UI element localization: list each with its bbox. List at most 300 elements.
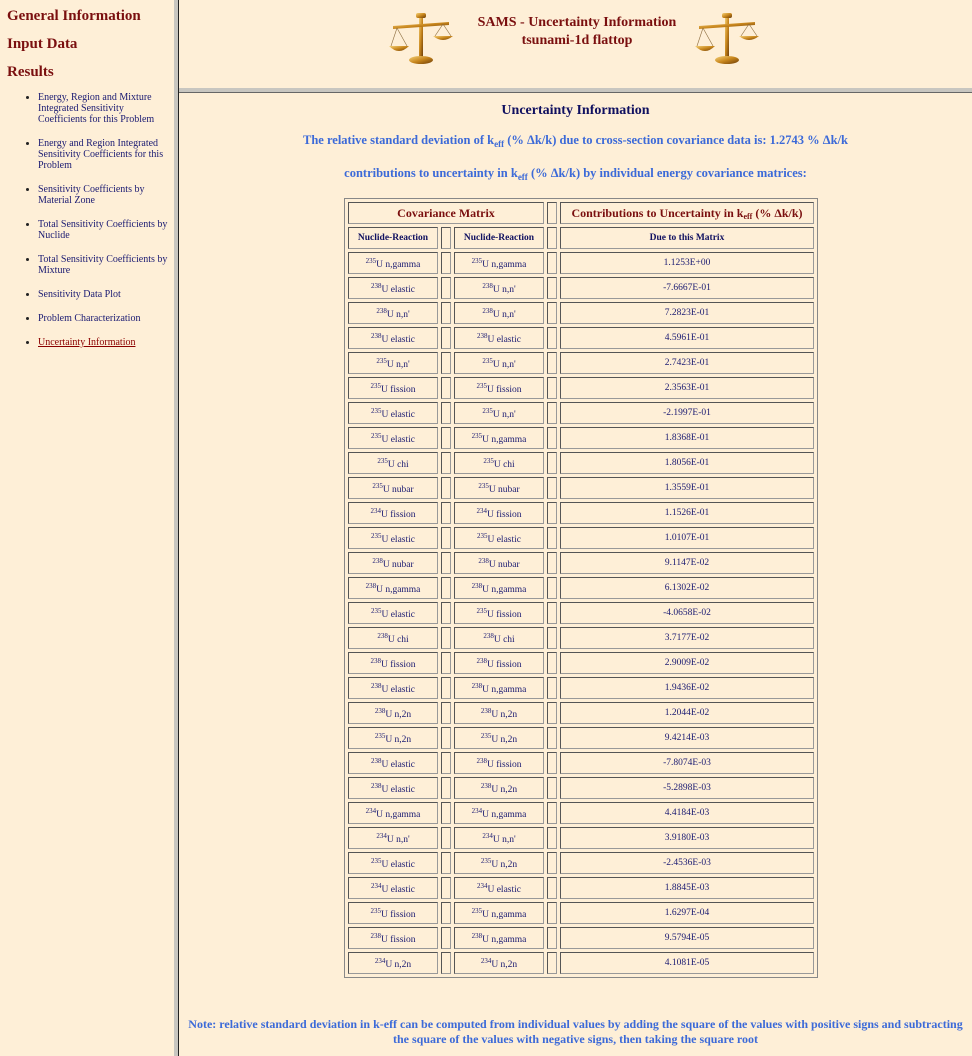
table-row [348, 552, 814, 574]
contribution-value-cell: 4.1081E-05 [560, 952, 814, 974]
isotope-mass-number: 238 [372, 556, 383, 565]
nuclide-reaction-cell [454, 502, 544, 524]
content-frame [179, 93, 972, 1056]
reaction-label: U elastic [381, 684, 415, 695]
nav-list-item [38, 337, 174, 348]
reaction-label: U n,2n [491, 959, 518, 970]
isotope-mass-number: 235 [471, 431, 483, 440]
isotope-mass-number: 238 [476, 656, 487, 665]
spacer-cell [547, 202, 557, 224]
nav-list-item [38, 254, 174, 276]
isotope-mass-number: 235 [370, 856, 382, 865]
isotope-mass-number: 235 [483, 456, 494, 465]
nuclide-reaction-cell [348, 927, 438, 949]
isotope-mass-number: 234 [480, 956, 492, 965]
reaction-label: U fission [380, 909, 416, 920]
contribution-value-cell: 9.1147E-02 [560, 552, 814, 574]
page-title: Uncertainty Information [501, 103, 650, 118]
isotope-mass-number: 235 [476, 531, 488, 540]
reaction-label: U elastic [381, 434, 415, 445]
nuclide-reaction-cell [454, 752, 544, 774]
nuclide-reaction-cell [454, 452, 544, 474]
spacer-cell [441, 352, 451, 374]
spacer-cell [441, 527, 451, 549]
reaction-label: U n,gamma [482, 934, 527, 945]
nuclide-reaction-cell [454, 902, 544, 924]
nuclide-reaction-cell [454, 627, 544, 649]
isotope-mass-number: 238 [480, 781, 492, 790]
spacer-cell [441, 227, 451, 249]
column-header-due-to-matrix: Due to this Matrix [560, 227, 814, 249]
nuclide-reaction-cell [348, 277, 438, 299]
nuclide-reaction-cell [454, 427, 544, 449]
header-frame [179, 0, 972, 87]
table-row [348, 927, 814, 949]
isotope-mass-number: 238 [365, 581, 377, 590]
contribution-value-cell: 1.0107E-01 [560, 527, 814, 549]
spacer-cell [441, 727, 451, 749]
reaction-label: U elastic [381, 784, 415, 795]
contribution-value-cell: 1.8845E-03 [560, 877, 814, 899]
reaction-label: U n,gamma [482, 434, 527, 445]
reaction-label: U n,gamma [376, 584, 421, 595]
isotope-mass-number: 234 [471, 806, 483, 815]
reaction-label: U n,gamma [376, 809, 421, 820]
isotope-mass-number: 238 [476, 756, 487, 765]
table-row [348, 277, 814, 299]
contribution-value-cell: 9.4214E-03 [560, 727, 814, 749]
isotope-mass-number: 235 [370, 381, 381, 390]
nuclide-reaction-cell [454, 352, 544, 374]
nuclide-reaction-cell [454, 702, 544, 724]
reaction-label: U elastic [381, 284, 415, 295]
reaction-label: U n,n' [492, 409, 516, 420]
reaction-label: U n,2n [385, 734, 412, 745]
nav-link-uncertainty-information[interactable]: Uncertainty Information [38, 337, 136, 348]
reaction-label: U n,n' [386, 834, 410, 845]
nuclide-reaction-cell [348, 427, 438, 449]
table-row [348, 777, 814, 799]
contribution-value-cell: -5.2898E-03 [560, 777, 814, 799]
spacer-cell [547, 727, 557, 749]
isotope-mass-number: 238 [471, 931, 483, 940]
isotope-mass-number: 234 [370, 881, 382, 890]
nuclide-reaction-cell [454, 277, 544, 299]
spacer-cell [547, 652, 557, 674]
table-row [348, 827, 814, 849]
isotope-mass-number: 235 [370, 906, 381, 915]
reaction-label: U n,2n [385, 959, 412, 970]
nuclide-reaction-cell [348, 702, 438, 724]
contribution-value-cell: 6.1302E-02 [560, 577, 814, 599]
contributions-header [560, 202, 814, 224]
table-row [348, 402, 814, 424]
isotope-mass-number: 238 [482, 281, 493, 290]
reaction-label: U elastic [381, 409, 415, 420]
contribution-value-cell: 3.7177E-02 [560, 627, 814, 649]
isotope-mass-number: 235 [370, 531, 382, 540]
reaction-label: U n,gamma [482, 809, 527, 820]
isotope-mass-number: 234 [365, 806, 377, 815]
nav-general-information[interactable]: General Information [7, 8, 141, 24]
contributions-heading [179, 166, 972, 182]
spacer-cell [441, 377, 451, 399]
nav-link-sensitivity-data-plot[interactable]: Sensitivity Data Plot [38, 289, 121, 300]
nav-list-item [38, 138, 174, 171]
nuclide-reaction-cell [454, 602, 544, 624]
spacer-cell [441, 627, 451, 649]
nav-list-item [38, 92, 174, 125]
spacer-cell [547, 252, 557, 274]
isotope-mass-number: 238 [370, 331, 382, 340]
isotope-mass-number: 234 [376, 831, 387, 840]
table-row [348, 652, 814, 674]
nav-link-total-sensitivity-coefficients-by-mixture[interactable]: Total Sensitivity Coefficients by Mixture [38, 254, 168, 276]
reaction-label: U elastic [487, 534, 521, 545]
reaction-label: U elastic [381, 859, 415, 870]
table-row [348, 577, 814, 599]
reaction-label: U n,gamma [482, 909, 527, 920]
navigation-frame [0, 0, 174, 1056]
isotope-mass-number: 238 [478, 556, 489, 565]
spacer-cell [441, 427, 451, 449]
reaction-label: U fission [486, 609, 522, 620]
isotope-mass-number: 235 [478, 481, 489, 490]
table-row [348, 727, 814, 749]
reaction-label: U n,n' [492, 309, 516, 320]
nuclide-reaction-cell [348, 877, 438, 899]
nuclide-reaction-cell [454, 852, 544, 874]
nuclide-reaction-cell [348, 952, 438, 974]
isotope-mass-number: 238 [376, 306, 387, 315]
reaction-label: U elastic [381, 534, 415, 545]
spacer-cell [547, 752, 557, 774]
table-row [348, 477, 814, 499]
isotope-mass-number: 235 [372, 481, 383, 490]
reaction-label: U elastic [381, 334, 415, 345]
spacer-cell [547, 627, 557, 649]
isotope-mass-number: 235 [482, 356, 493, 365]
contribution-value-cell: 3.9180E-03 [560, 827, 814, 849]
spacer-cell [547, 602, 557, 624]
contribution-value-cell: 2.9009E-02 [560, 652, 814, 674]
table-row [348, 377, 814, 399]
nav-list-item [38, 289, 174, 300]
spacer-cell [441, 327, 451, 349]
table-row [348, 252, 814, 274]
spacer-cell [547, 477, 557, 499]
reaction-label: U n,n' [492, 284, 516, 295]
reaction-label: U n,n' [386, 359, 410, 370]
table-row [348, 352, 814, 374]
nav-link-problem-characterization[interactable]: Problem Characterization [38, 313, 141, 324]
nuclide-reaction-cell [348, 677, 438, 699]
contrib-subscript: eff [517, 172, 528, 182]
isotope-mass-number: 238 [370, 656, 381, 665]
nuclide-reaction-cell [454, 402, 544, 424]
column-header-nuclide-reaction-1: Nuclide-Reaction [348, 227, 438, 249]
reaction-label: U elastic [487, 884, 521, 895]
spacer-cell [547, 577, 557, 599]
table-row [348, 327, 814, 349]
spacer-cell [547, 327, 557, 349]
table-row [348, 702, 814, 724]
spacer-cell [441, 902, 451, 924]
contribution-value-cell: 1.1253E+00 [560, 252, 814, 274]
table-row [348, 302, 814, 324]
contribution-value-cell: -4.0658E-02 [560, 602, 814, 624]
reaction-label: U chi [493, 634, 515, 645]
reaction-label: U n,gamma [482, 684, 527, 695]
nuclide-reaction-cell [454, 827, 544, 849]
nuclide-reaction-cell [348, 302, 438, 324]
spacer-cell [547, 352, 557, 374]
reaction-label: U fission [380, 384, 416, 395]
spacer-cell [547, 452, 557, 474]
nuclide-reaction-cell [348, 352, 438, 374]
reaction-label: U chi [387, 634, 409, 645]
nav-link-energy-region-and-mixture-integrated-sensitivity-coefficients-for-this-problem[interactable]: Energy, Region and Mixture Integrated Sensitivity Coefficients for this Problem [38, 92, 155, 125]
reaction-label: U fission [486, 384, 522, 395]
reaction-label: U nubar [382, 484, 414, 495]
nuclide-reaction-cell [454, 327, 544, 349]
contrib-suffix: (% Δk/k) by individual energy covariance matrices: [527, 166, 807, 180]
contrib-header-suffix: (% Δk/k) [752, 205, 803, 220]
spacer-cell [547, 852, 557, 874]
rsd-suffix: (% Δk/k) due to cross-section covariance data is: 1.2743 % Δk/k [504, 133, 849, 147]
nuclide-reaction-cell [348, 552, 438, 574]
isotope-mass-number: 238 [471, 581, 483, 590]
contribution-value-cell: 1.9436E-02 [560, 677, 814, 699]
contrib-header-subscript: eff [743, 211, 753, 221]
contribution-value-cell: 1.3559E-01 [560, 477, 814, 499]
contribution-value-cell: 1.1526E-01 [560, 502, 814, 524]
contribution-value-cell: 4.4184E-03 [560, 802, 814, 824]
nav-list-item [38, 313, 174, 324]
isotope-mass-number: 238 [377, 631, 388, 640]
contribution-value-cell: 7.2823E-01 [560, 302, 814, 324]
nuclide-reaction-cell [348, 577, 438, 599]
nuclide-reaction-cell [454, 802, 544, 824]
nuclide-reaction-cell [454, 527, 544, 549]
nuclide-reaction-cell [348, 527, 438, 549]
isotope-mass-number: 238 [476, 331, 488, 340]
isotope-mass-number: 235 [471, 906, 483, 915]
spacer-cell [441, 277, 451, 299]
contribution-value-cell: 2.7423E-01 [560, 352, 814, 374]
spacer-cell [441, 577, 451, 599]
table-row [348, 852, 814, 874]
isotope-mass-number: 234 [374, 956, 386, 965]
spacer-cell [441, 827, 451, 849]
isotope-mass-number: 234 [476, 881, 488, 890]
contribution-value-cell: 1.6297E-04 [560, 902, 814, 924]
spacer-cell [441, 602, 451, 624]
isotope-mass-number: 234 [476, 506, 487, 515]
spacer-cell [441, 502, 451, 524]
spacer-cell [441, 402, 451, 424]
nuclide-reaction-cell [454, 252, 544, 274]
nuclide-reaction-cell [348, 752, 438, 774]
isotope-mass-number: 235 [476, 606, 487, 615]
contribution-value-cell: 2.3563E-01 [560, 377, 814, 399]
spacer-cell [547, 552, 557, 574]
isotope-mass-number: 238 [471, 681, 483, 690]
nuclide-reaction-cell [348, 377, 438, 399]
reaction-label: U n,2n [491, 784, 518, 795]
contribution-value-cell: 1.8056E-01 [560, 452, 814, 474]
reaction-label: U fission [380, 659, 416, 670]
column-header-nuclide-reaction-2: Nuclide-Reaction [454, 227, 544, 249]
nuclide-reaction-cell [454, 952, 544, 974]
nav-results[interactable]: Results [7, 64, 54, 80]
table-row [348, 602, 814, 624]
contribution-value-cell: 9.5794E-05 [560, 927, 814, 949]
nuclide-reaction-cell [454, 927, 544, 949]
contribution-value-cell: 1.8368E-01 [560, 427, 814, 449]
nuclide-reaction-cell [454, 877, 544, 899]
reaction-label: U nubar [382, 559, 414, 570]
spacer-cell [547, 952, 557, 974]
reaction-label: U chi [493, 459, 515, 470]
reaction-label: U elastic [381, 759, 415, 770]
spacer-cell [547, 802, 557, 824]
reaction-label: U n,2n [491, 859, 518, 870]
nuclide-reaction-cell [454, 552, 544, 574]
table-row [348, 427, 814, 449]
spacer-cell [441, 777, 451, 799]
reaction-label: U n,gamma [482, 259, 527, 270]
spacer-cell [547, 677, 557, 699]
nuclide-reaction-cell [454, 677, 544, 699]
isotope-mass-number: 238 [480, 706, 492, 715]
rsd-subscript: eff [494, 139, 505, 149]
spacer-cell [547, 527, 557, 549]
nuclide-reaction-cell [348, 902, 438, 924]
spacer-cell [547, 277, 557, 299]
isotope-mass-number: 235 [370, 606, 382, 615]
spacer-cell [547, 902, 557, 924]
header-subtitle: tsunami-1d flattop [521, 33, 633, 48]
isotope-mass-number: 235 [370, 431, 382, 440]
spacer-cell [547, 377, 557, 399]
spacer-cell [441, 927, 451, 949]
spacer-cell [441, 852, 451, 874]
nuclide-reaction-cell [348, 627, 438, 649]
spacer-cell [441, 652, 451, 674]
contribution-value-cell: 4.5961E-01 [560, 327, 814, 349]
contribution-value-cell: -2.1997E-01 [560, 402, 814, 424]
note-text: Note: relative standard deviation in k-eff can be computed from individual values by adding the square of the values with positive signs and subtracting the square of the values with negative signs, then taking the square root [188, 1017, 963, 1046]
spacer-cell [547, 877, 557, 899]
reaction-label: U fission [486, 759, 522, 770]
nuclide-reaction-cell [348, 602, 438, 624]
reaction-label: U n,gamma [482, 584, 527, 595]
spacer-cell [547, 402, 557, 424]
scales-of-justice-icon [385, 10, 457, 66]
nuclide-reaction-cell [348, 777, 438, 799]
nuclide-reaction-cell [348, 452, 438, 474]
spacer-cell [441, 452, 451, 474]
spacer-cell [441, 552, 451, 574]
header-title: SAMS - Uncertainty Information [477, 15, 677, 30]
spacer-cell [547, 827, 557, 849]
spacer-cell [441, 752, 451, 774]
isotope-mass-number: 238 [370, 681, 382, 690]
nav-link-energy-and-region-integrated-sensitivity-coefficients-for-this-problem[interactable]: Energy and Region Integrated Sensitivity Coefficients for this Problem [38, 138, 164, 171]
nuclide-reaction-cell [348, 327, 438, 349]
reaction-label: U fission [486, 509, 522, 520]
reaction-label: U n,2n [491, 734, 518, 745]
nav-input-data[interactable]: Input Data [7, 36, 78, 52]
spacer-cell [547, 927, 557, 949]
nav-link-total-sensitivity-coefficients-by-nuclide[interactable]: Total Sensitivity Coefficients by Nuclide [38, 219, 168, 241]
isotope-mass-number: 234 [370, 506, 381, 515]
spacer-cell [547, 777, 557, 799]
nuclide-reaction-cell [348, 852, 438, 874]
nuclide-reaction-cell [348, 252, 438, 274]
nuclide-reaction-cell [348, 502, 438, 524]
reaction-label: U fission [380, 934, 416, 945]
isotope-mass-number: 235 [365, 256, 377, 265]
contrib-prefix: contributions to uncertainty in k [344, 166, 518, 180]
table-row [348, 802, 814, 824]
nuclide-reaction-cell [454, 727, 544, 749]
isotope-mass-number: 235 [377, 456, 388, 465]
nuclide-reaction-cell [348, 402, 438, 424]
spacer-cell [441, 952, 451, 974]
isotope-mass-number: 235 [482, 406, 493, 415]
reaction-label: U elastic [381, 884, 415, 895]
contribution-value-cell: 1.2044E-02 [560, 702, 814, 724]
table-row [348, 627, 814, 649]
table-row [348, 877, 814, 899]
spacer-cell [441, 702, 451, 724]
contribution-value-cell: -7.6667E-01 [560, 277, 814, 299]
reaction-label: U nubar [488, 484, 520, 495]
nav-list-item [38, 184, 174, 206]
reaction-label: U n,n' [492, 834, 516, 845]
reaction-label: U elastic [487, 334, 521, 345]
table-row [348, 902, 814, 924]
nuclide-reaction-cell [348, 477, 438, 499]
isotope-mass-number: 238 [370, 281, 382, 290]
spacer-cell [547, 302, 557, 324]
spacer-cell [441, 677, 451, 699]
spacer-cell [441, 302, 451, 324]
nuclide-reaction-cell [348, 727, 438, 749]
table-row [348, 677, 814, 699]
spacer-cell [441, 252, 451, 274]
reaction-label: U chi [387, 459, 409, 470]
results-link-list [0, 92, 174, 361]
nuclide-reaction-cell [454, 302, 544, 324]
spacer-cell [441, 477, 451, 499]
covariance-table [344, 198, 818, 978]
isotope-mass-number: 235 [480, 731, 492, 740]
isotope-mass-number: 235 [476, 381, 487, 390]
isotope-mass-number: 235 [376, 356, 387, 365]
nuclide-reaction-cell [454, 477, 544, 499]
nuclide-reaction-cell [454, 377, 544, 399]
nuclide-reaction-cell [454, 577, 544, 599]
reaction-label: U n,gamma [376, 259, 421, 270]
table-row [348, 752, 814, 774]
isotope-mass-number: 238 [370, 931, 381, 940]
header-title-block [467, 14, 687, 50]
nav-link-sensitivity-coefficients-by-material-zone[interactable]: Sensitivity Coefficients by Material Zone [38, 184, 145, 206]
isotope-mass-number: 235 [374, 731, 386, 740]
